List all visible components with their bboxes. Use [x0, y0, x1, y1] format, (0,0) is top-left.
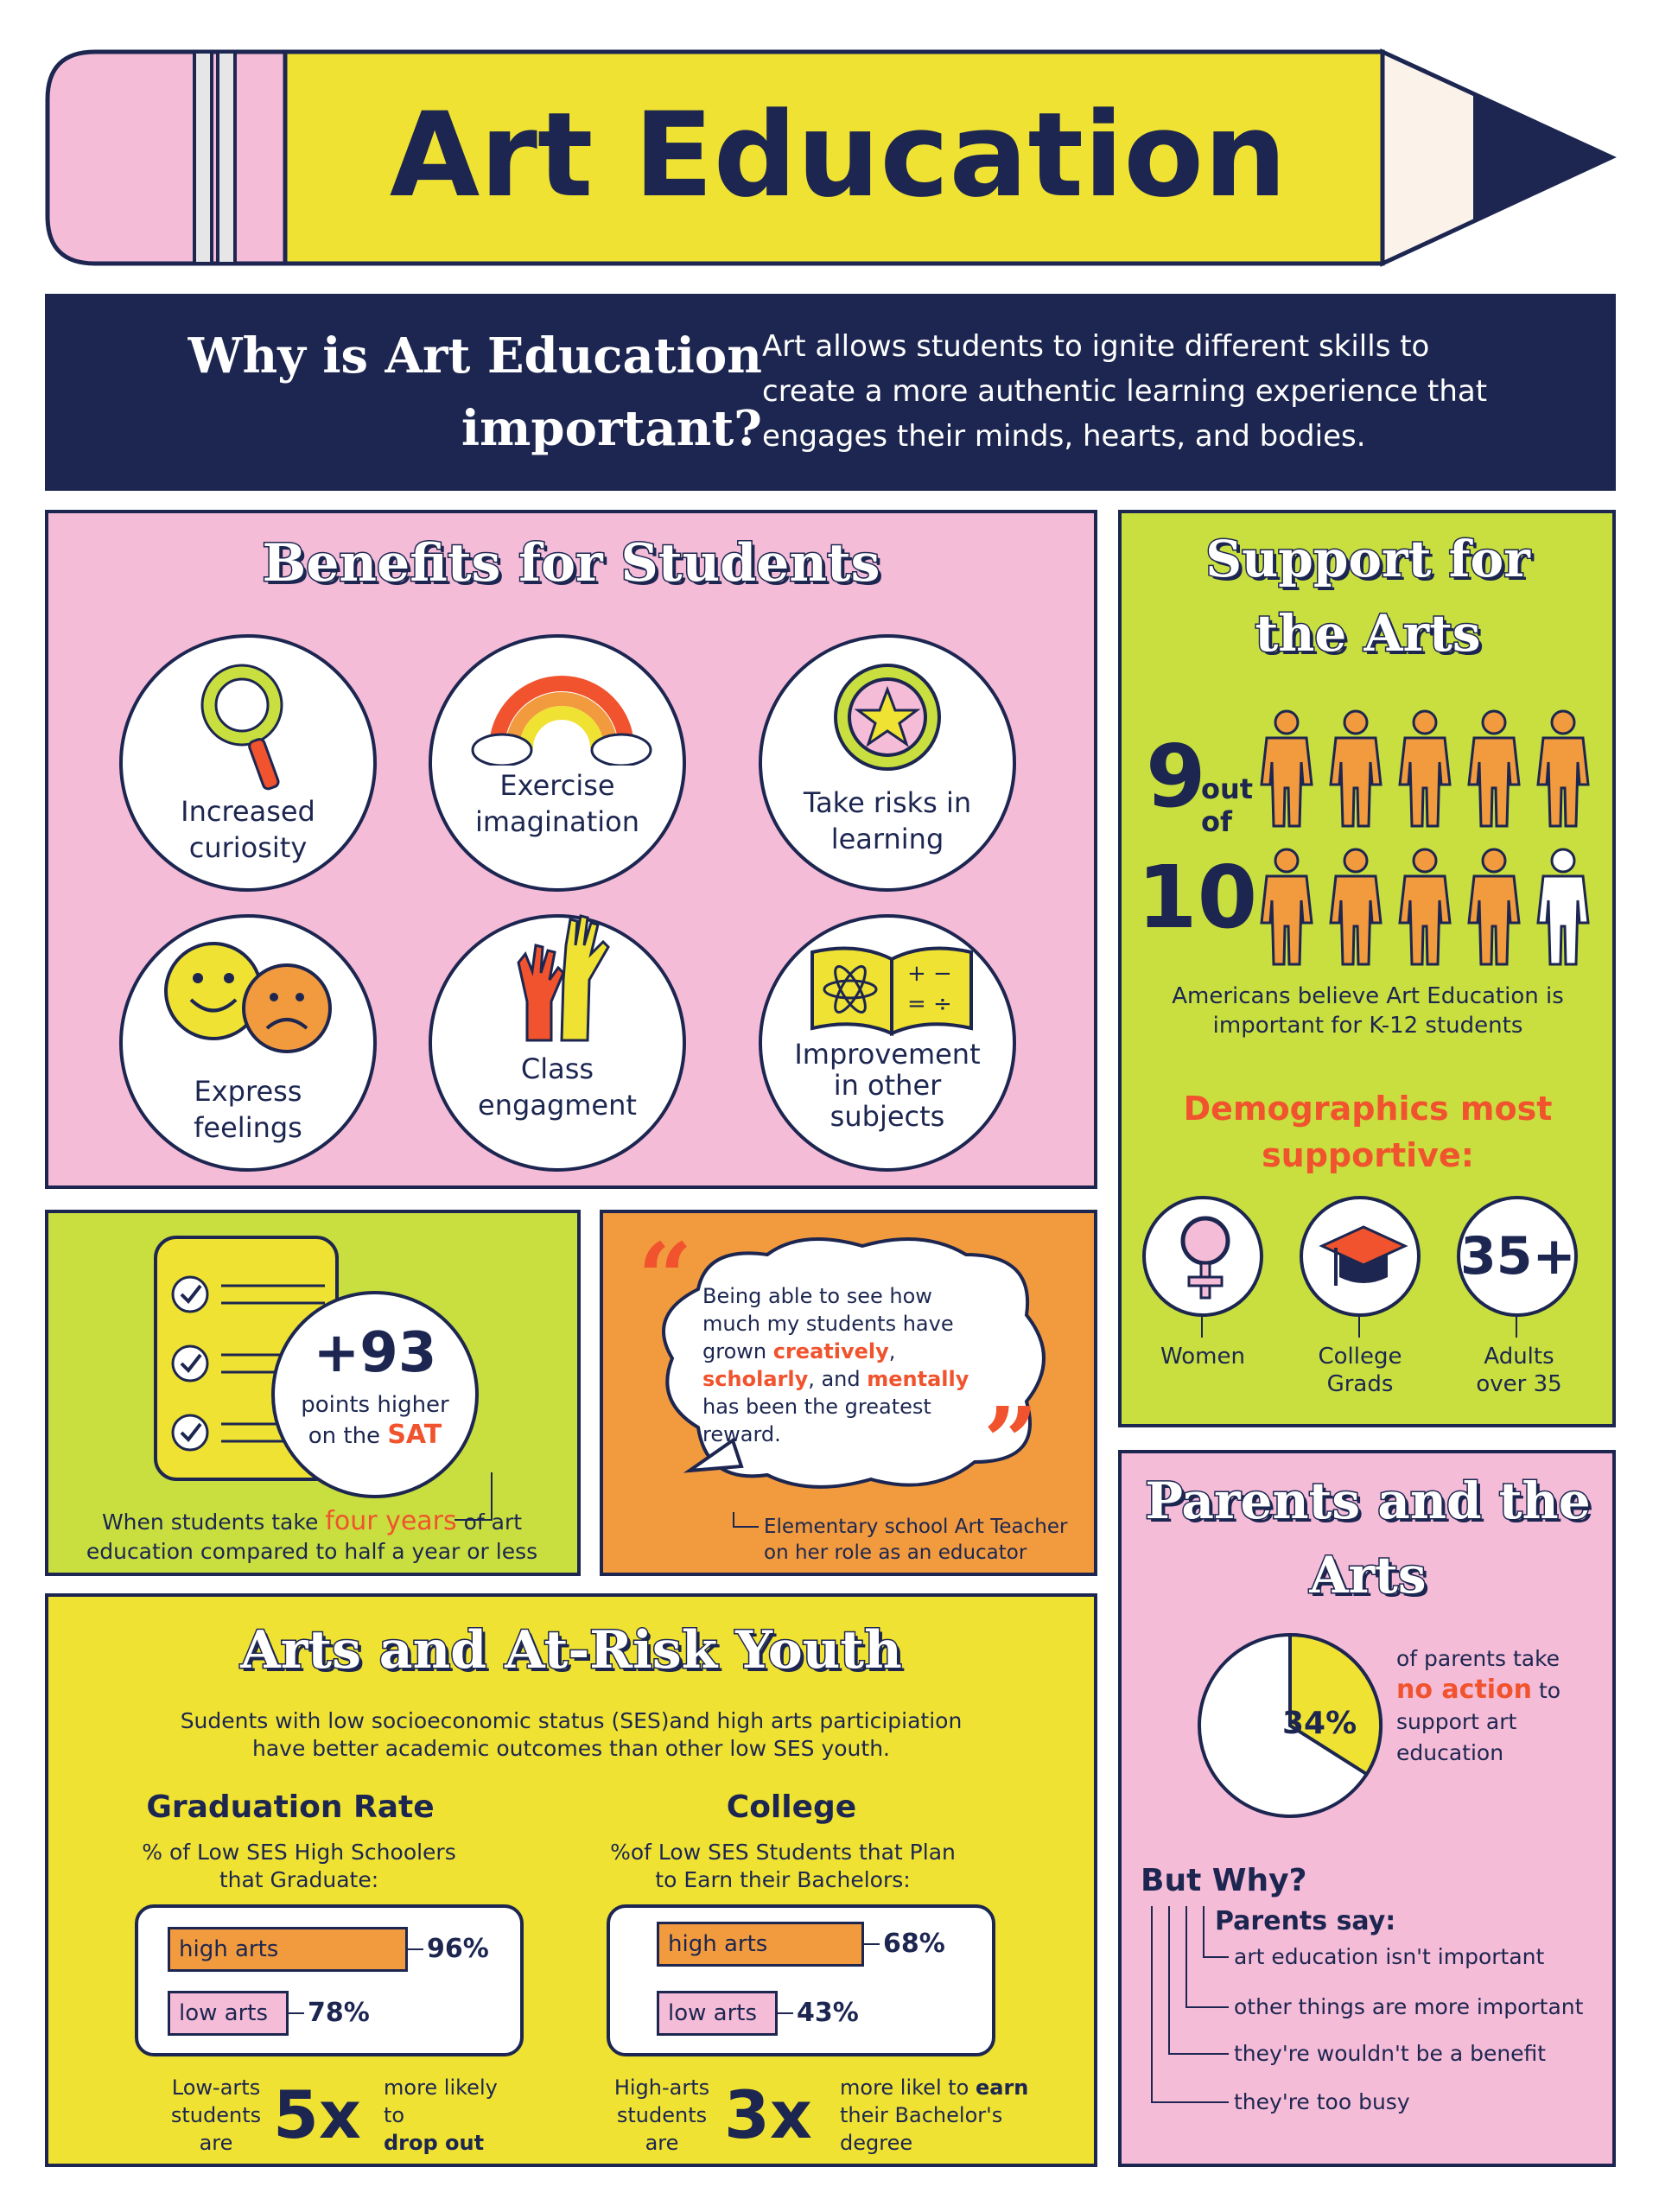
college-heading: College: [726, 1789, 857, 1825]
quote-part: has been the greatest reward.: [702, 1395, 931, 1446]
open-quote-mark: “: [638, 1222, 693, 1333]
benefit-increased-curiosity: [119, 634, 377, 892]
close-quote-mark: ”: [983, 1386, 1039, 1497]
svg-text:+ −: + −: [907, 961, 952, 987]
bar-value: 96%: [427, 1934, 489, 1964]
big-ten: 10: [1137, 847, 1258, 948]
demographic-label: Women: [1160, 1344, 1245, 1370]
graduation-high-bar: [168, 1927, 408, 1972]
why-banner: [45, 294, 1616, 491]
graduation-cap-icon: [1319, 1224, 1408, 1301]
person-icon: [1327, 709, 1384, 830]
quote-panel: [600, 1210, 1097, 1576]
sat-highlight: SAT: [387, 1420, 442, 1450]
person-icon: [1535, 847, 1592, 968]
open-book-icon: [805, 942, 978, 1037]
person-icon: [1465, 847, 1522, 968]
benefit-label: Exercise imagination: [474, 769, 640, 838]
college-bar-box: [607, 1904, 995, 2056]
person-icon: [1258, 709, 1315, 830]
smiley-faces-icon: [153, 935, 352, 1056]
graduation-right-bold: drop out: [384, 2131, 485, 2155]
quote-part: ,: [888, 1339, 896, 1363]
graduation-left-text: Low-arts students are: [170, 2075, 262, 2155]
connector: [408, 1948, 423, 1950]
quote-emphasis: creatively: [772, 1339, 889, 1363]
connector: [1185, 1906, 1187, 2008]
benefits-title: Benefits for Students: [262, 533, 880, 594]
but-why-heading: But Why?: [1141, 1863, 1307, 1898]
sat-line1: points higher: [301, 1392, 449, 1418]
benefit-label: Class engagment: [478, 1052, 637, 1122]
graduation-bar-box: [135, 1904, 524, 2056]
parents-say-heading: Parents say:: [1215, 1906, 1396, 1936]
college-high-bar: [657, 1922, 864, 1967]
graduation-right-text: [384, 2074, 522, 2157]
reason-item: other things are more important: [1234, 1994, 1584, 2019]
youth-title: Arts and At-Risk Youth: [240, 1620, 902, 1681]
bar-label: high arts: [668, 1931, 768, 1957]
people-grid: [1258, 709, 1604, 968]
sat-line2: [275, 1421, 475, 1451]
sat-line2-prefix: on the: [308, 1423, 381, 1449]
parents-text-highlight: no action: [1396, 1675, 1533, 1705]
parents-percent: 34%: [1282, 1706, 1357, 1741]
connector: [733, 1526, 759, 1528]
sat-caption-prefix: When students take: [101, 1510, 319, 1535]
bar-value: 78%: [308, 1998, 370, 2028]
person-icon: [1327, 847, 1384, 968]
benefit-label: Take risks in learning: [803, 786, 972, 855]
demographics-title: Demographics most supportive:: [1183, 1090, 1553, 1174]
sat-caption-suffix: of art education compared to half a year or less: [86, 1510, 538, 1564]
bar-value: 68%: [883, 1929, 945, 1959]
benefit-take-risks: [759, 634, 1016, 892]
sat-panel: [45, 1210, 581, 1576]
college-sub: %of Low SES Students that Plan to Earn their Bachelors:: [610, 1840, 956, 1892]
parents-text-suffix: to support art education: [1396, 1678, 1561, 1765]
support-title: Support for the Arts: [1205, 530, 1530, 663]
bar-label: low arts: [668, 2000, 758, 2026]
rainbow-icon: [471, 653, 652, 766]
person-icon: [1396, 709, 1453, 830]
quote-attribution-1: Elementary school Art Teacher: [764, 1516, 1068, 1538]
connector: [778, 2012, 793, 2014]
support-panel: [1118, 510, 1616, 1427]
sat-value: +93: [313, 1321, 437, 1385]
college-right-text: [840, 2074, 1047, 2157]
person-icon: [1396, 847, 1453, 968]
parents-text: [1396, 1643, 1569, 1769]
college-right-prefix: more likel to: [840, 2075, 969, 2100]
benefit-other-subjects: [759, 914, 1016, 1172]
connector: [1151, 1906, 1153, 2103]
connector: [1203, 1956, 1229, 1958]
connector: [1168, 1906, 1170, 2055]
out-of-label: out of: [1201, 772, 1254, 838]
connector: [1203, 1906, 1205, 1958]
benefit-exercise-imagination: [429, 634, 686, 892]
graduation-sub: % of Low SES High Schoolers that Graduate:: [142, 1840, 456, 1892]
bar-label: low arts: [179, 2000, 269, 2026]
connector: [1201, 1317, 1203, 1338]
youth-panel: [45, 1593, 1097, 2167]
demographic-label: College Grads: [1318, 1344, 1402, 1397]
sat-stat-circle: [271, 1291, 479, 1498]
sat-caption-highlight: four years: [325, 1506, 457, 1536]
graduation-heading: Graduation Rate: [146, 1789, 435, 1825]
person-icon: [1465, 709, 1522, 830]
college-right-bold: earn: [975, 2075, 1029, 2100]
parents-title: Parents and the Arts: [1145, 1471, 1591, 1605]
big-nine: 9: [1146, 726, 1206, 827]
quote-emphasis: mentally: [867, 1367, 969, 1391]
college-multiplier: 3x: [724, 2076, 812, 2153]
why-text: Art allows students to ignite different skills to create a more authentic learning experience that engages their minds, hearts, and bodies.: [762, 329, 1488, 454]
page-title: Art Education: [389, 87, 1287, 223]
connector: [1168, 2053, 1229, 2055]
graduation-multiplier: 5x: [273, 2076, 361, 2153]
reason-item: art education isn't important: [1234, 1944, 1545, 1969]
support-caption: Americans believe Art Education is important for K-12 students: [1172, 983, 1564, 1039]
female-symbol-icon: [1175, 1211, 1236, 1306]
quote-text: [702, 1282, 979, 1448]
connector: [1151, 2101, 1229, 2103]
connector: [1516, 1317, 1517, 1338]
parents-panel: [1118, 1450, 1616, 2167]
svg-text:= ÷: = ÷: [907, 991, 952, 1017]
parents-text-prefix: of parents take: [1396, 1646, 1560, 1671]
benefit-label: Improvement in other subjects: [794, 1038, 981, 1133]
connector: [733, 1512, 734, 1526]
graduation-right-prefix: more likely to: [384, 2075, 498, 2127]
person-icon: [1535, 709, 1592, 830]
demographic-college-grads: [1300, 1196, 1421, 1317]
connector: [864, 1943, 880, 1945]
demographic-label: Adults over 35: [1476, 1344, 1562, 1397]
connector: [1358, 1317, 1360, 1338]
connector: [1185, 2006, 1229, 2008]
demographic-adults-over-35: [1457, 1196, 1578, 1317]
star-badge-icon: [827, 657, 948, 778]
bar-label: high arts: [179, 1936, 279, 1962]
benefit-label: Express feelings: [194, 1075, 302, 1144]
benefit-express-feelings: [119, 914, 377, 1172]
why-question: Why is Art Education important?: [188, 327, 762, 457]
benefit-label: Increased curiosity: [181, 795, 315, 864]
person-icon: [1258, 847, 1315, 968]
quote-attribution-2: on her role as an educator: [764, 1541, 1027, 1564]
connector: [289, 2012, 304, 2014]
youth-subtitle: Sudents with low socioeconomic status (SES)and high arts participiation have better academic outcomes than other low SES youth.: [180, 1708, 963, 1761]
college-left-text: High-arts students are: [613, 2075, 710, 2155]
sat-caption: [57, 1507, 567, 1567]
benefits-panel: [45, 510, 1097, 1189]
benefit-class-engagement: [429, 914, 686, 1172]
demographic-women: [1142, 1196, 1263, 1317]
bar-value: 43%: [797, 1998, 859, 2028]
pencil-banner: [0, 0, 1659, 276]
quote-emphasis: scholarly: [702, 1367, 809, 1391]
magnifying-glass-icon: [200, 664, 304, 793]
reason-item: they're too busy: [1234, 2089, 1410, 2114]
raised-hands-icon: [501, 911, 631, 1049]
graduation-low-bar: [168, 1991, 289, 2036]
age-badge: 35+: [1460, 1226, 1576, 1287]
reason-item: they're wouldn't be a benefit: [1234, 2041, 1547, 2066]
college-right-suffix: their Bachelor's degree: [840, 2103, 1003, 2155]
college-low-bar: [657, 1991, 778, 2036]
quote-part: , and: [808, 1367, 868, 1391]
quote-part: Being able to see how much my students have grown: [702, 1284, 954, 1363]
